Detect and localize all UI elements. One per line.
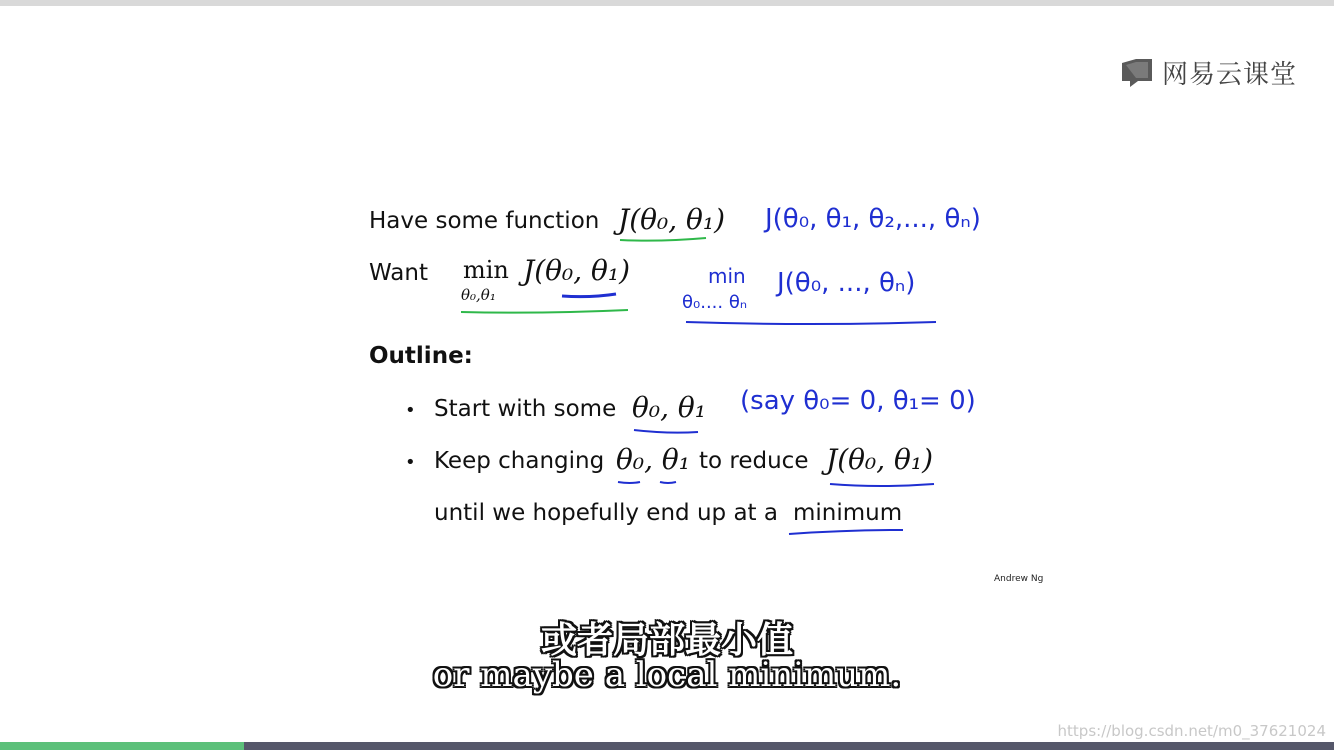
line2-handwritten-min: min xyxy=(708,264,746,288)
blue-underline-bullet1 xyxy=(634,430,698,433)
bullet2-continuation: until we hopefully end up at a xyxy=(434,500,778,526)
bullet2-text-a: Keep changing xyxy=(434,448,605,474)
bullet1-text: Start with some xyxy=(434,396,617,422)
line2-min-subscript: θ₀,θ₁ xyxy=(461,286,496,304)
outline-heading: Outline: xyxy=(369,343,473,369)
line1-math: J(θ₀, θ₁) xyxy=(618,203,726,236)
blue-underline-note xyxy=(686,322,936,324)
blue-underline-theta xyxy=(562,294,616,297)
bullet2-minimum-word: minimum xyxy=(793,500,903,526)
line2-min: min xyxy=(463,256,509,284)
brand-name: 网易云课堂 xyxy=(1162,60,1298,90)
green-underline-line1 xyxy=(620,238,706,241)
subtitle-english: or maybe a local minimum. xyxy=(432,655,902,695)
bullet2-math-b: J(θ₀, θ₁) xyxy=(826,443,934,476)
slide-credit: Andrew Ng xyxy=(994,574,1044,584)
bullet2-text-b: to reduce xyxy=(699,448,809,474)
video-progress-bar[interactable] xyxy=(0,742,1334,750)
blue-underline-theta1 xyxy=(660,482,676,483)
green-underline-min xyxy=(461,310,628,313)
bullet1-handwritten-note: (say θ₀= 0, θ₁= 0) xyxy=(740,386,976,416)
line2-handwritten-expr: J(θ₀, ..., θₙ) xyxy=(777,268,916,298)
line1-text: Have some function xyxy=(369,208,600,234)
line2-handwritten-sub: θ₀.... θₙ xyxy=(682,292,748,313)
subtitle-chinese: 或者局部最小值 xyxy=(540,620,793,661)
blue-underline-minimum xyxy=(789,530,903,534)
bullet-dot: • xyxy=(405,452,416,473)
blue-underline-theta0 xyxy=(618,482,640,483)
video-progress-fill xyxy=(0,742,244,750)
bullet1-math: θ₀, θ₁ xyxy=(632,391,706,424)
line2-math: J(θ₀, θ₁) xyxy=(523,254,631,287)
bullet2-math-a: θ₀, θ₁ xyxy=(616,443,690,476)
bullet-dot: • xyxy=(405,400,416,421)
watermark-url: https://blog.csdn.net/m0_37621024 xyxy=(1057,722,1326,740)
blue-underline-J xyxy=(830,484,934,486)
line2-text: Want xyxy=(369,260,428,286)
line1-handwritten-note: J(θ₀, θ₁, θ₂,..., θₙ) xyxy=(765,204,981,234)
